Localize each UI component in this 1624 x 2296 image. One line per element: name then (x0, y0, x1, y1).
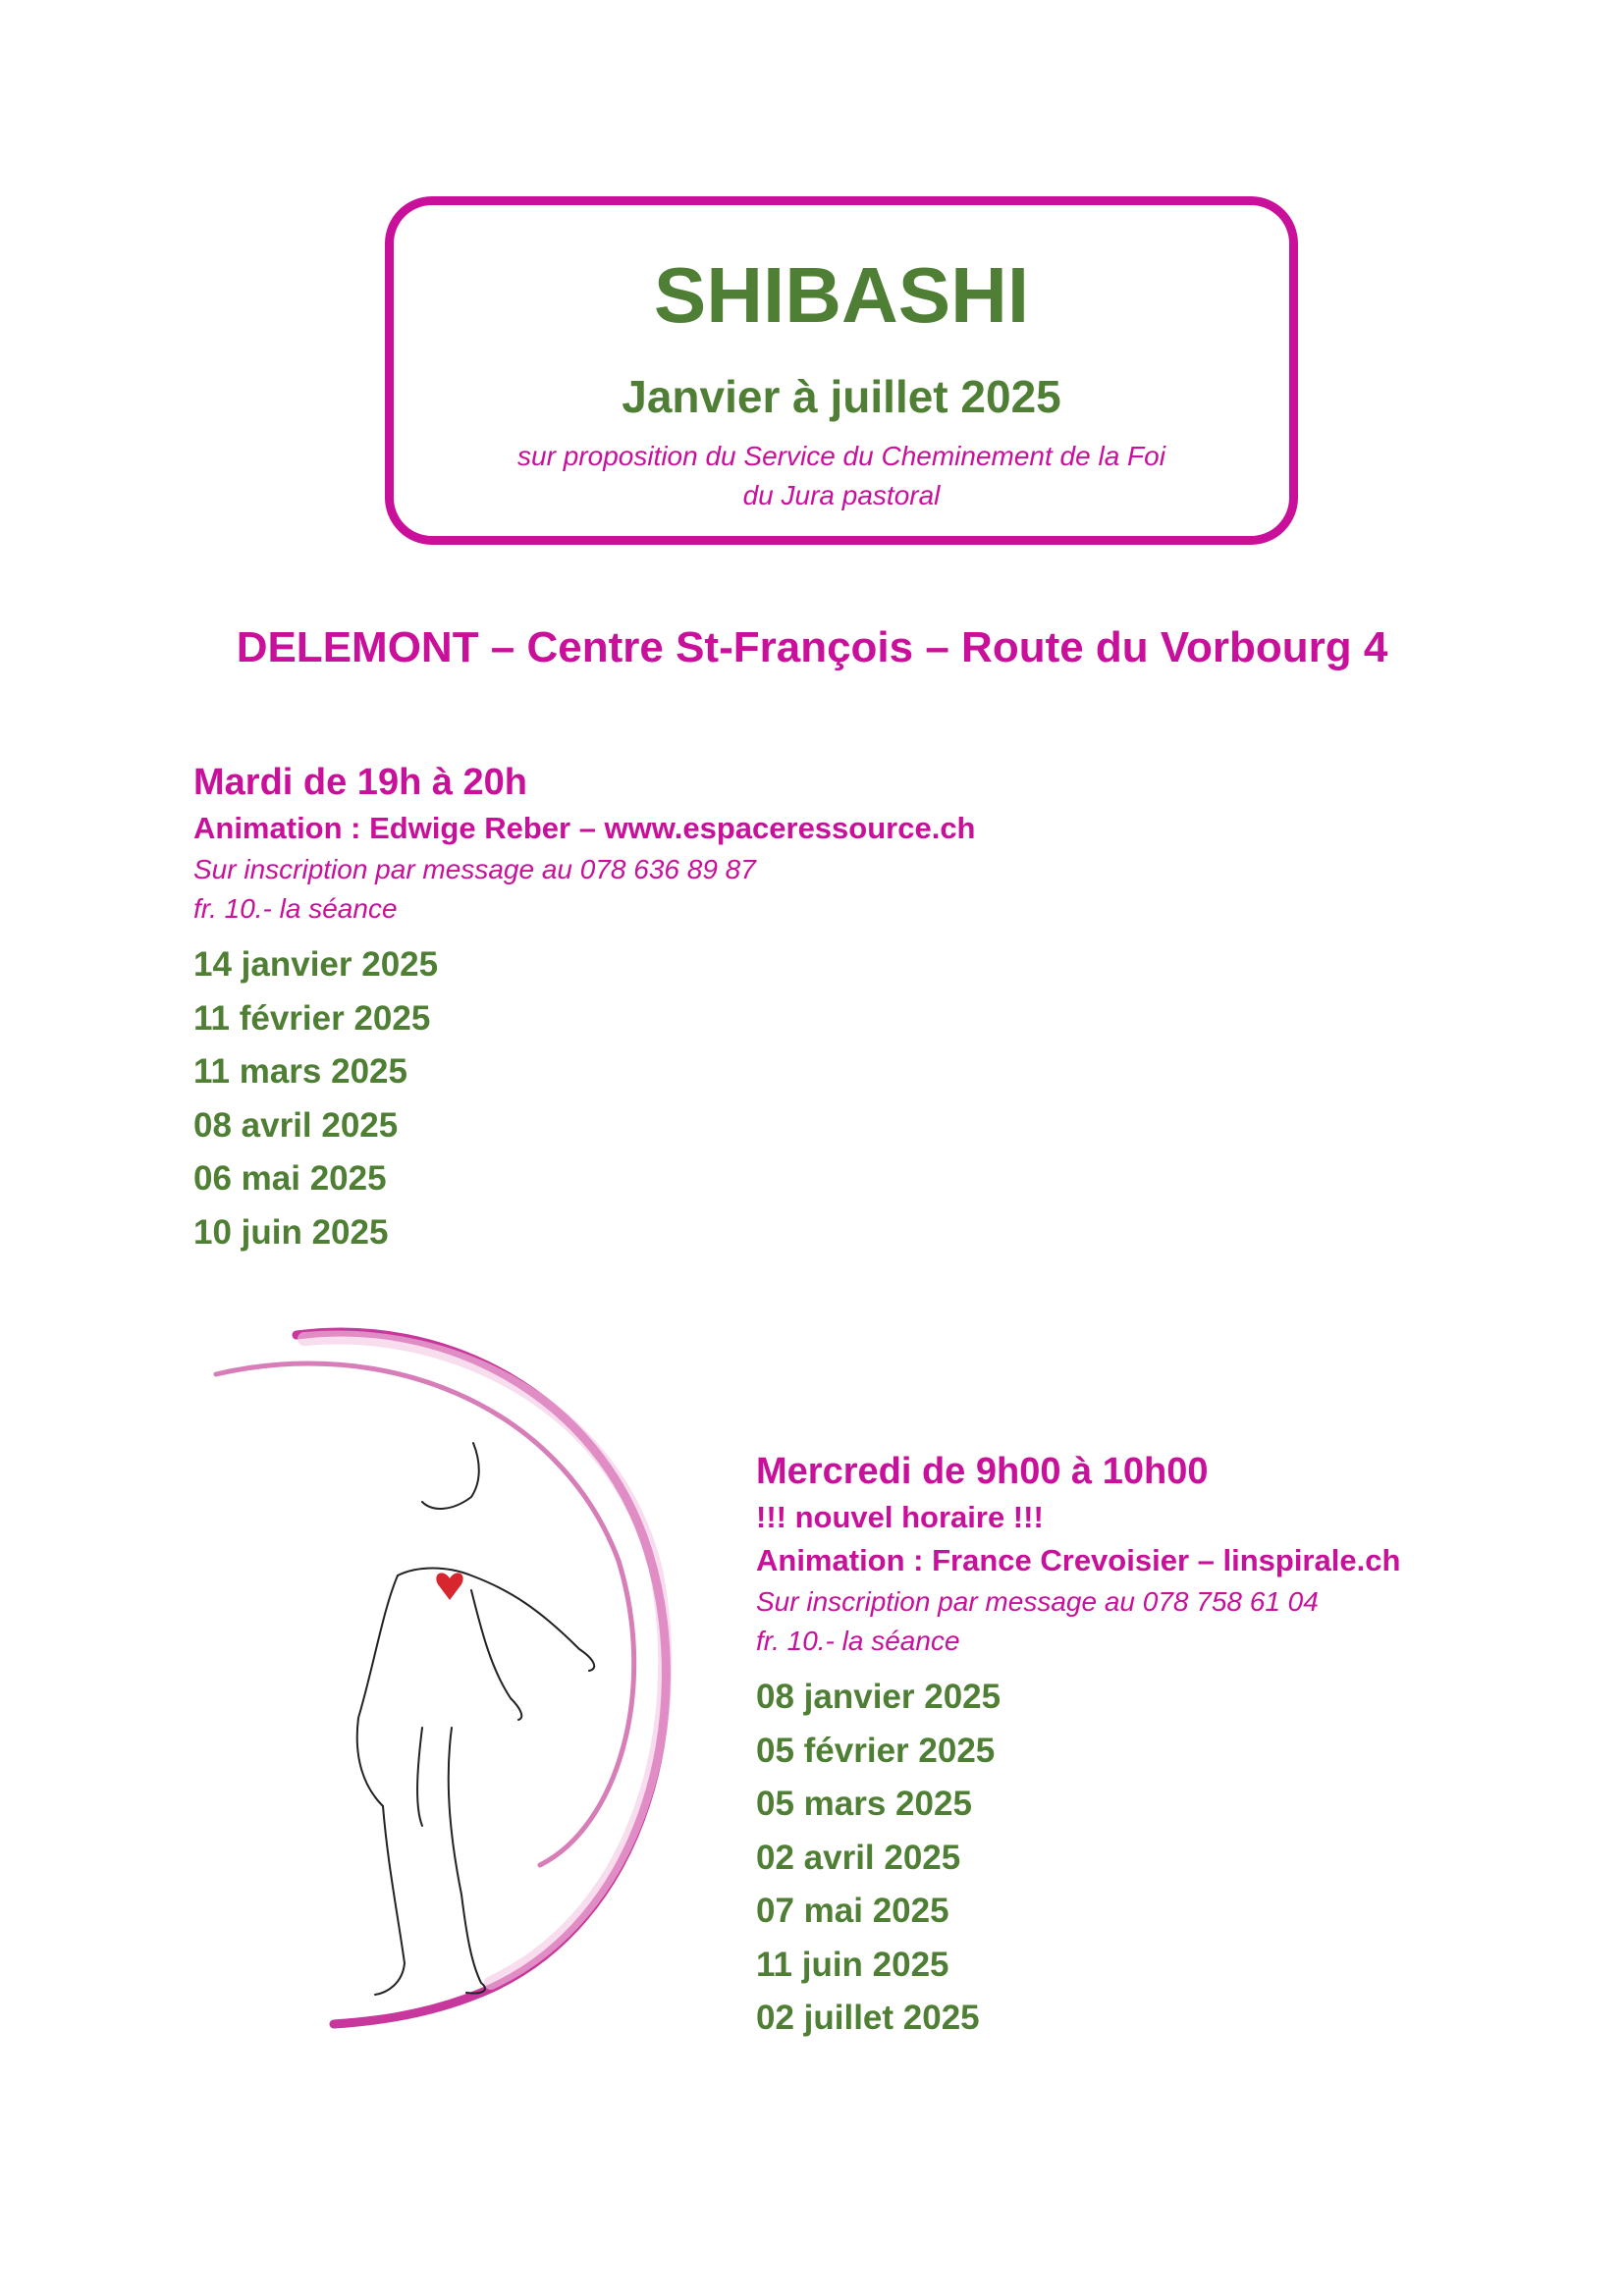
date-item: 14 janvier 2025 (193, 945, 439, 984)
page-title: SHIBASHI (653, 251, 1030, 339)
heart-icon (436, 1573, 462, 1600)
wednesday-heading: Mercredi de 9h00 à 10h00 (756, 1451, 1209, 1492)
date-item: 08 avril 2025 (193, 1105, 399, 1145)
wednesday-inscription: Sur inscription par message au 078 758 61 04 (756, 1586, 1319, 1617)
organizer-note-line-1: sur proposition du Service du Cheminement de la Foi (517, 441, 1165, 471)
tuesday-inscription: Sur inscription par message au 078 636 89 87 (193, 854, 756, 884)
date-item: 11 février 2025 (193, 998, 431, 1038)
swirl-outer-stroke (297, 1332, 666, 2024)
location-line: DELEMONT – Centre St-François – Route du Vorbourg 4 (236, 623, 1388, 671)
swirl-inner-stroke (216, 1363, 634, 1865)
tuesday-session (193, 758, 976, 1259)
tuesday-price: fr. 10.- la séance (193, 893, 398, 924)
date-item: 11 mars 2025 (193, 1052, 407, 1091)
title-box (385, 196, 1298, 545)
date-item: 05 mars 2025 (756, 1785, 972, 1823)
date-item: 05 février 2025 (756, 1731, 996, 1770)
dancer-illustration (187, 1315, 736, 2061)
figure-outline (357, 1443, 594, 1995)
date-item: 10 juin 2025 (193, 1212, 389, 1252)
wednesday-dates (756, 1671, 1400, 2046)
tuesday-dates (193, 938, 976, 1259)
tuesday-heading: Mardi de 19h à 20h (193, 762, 528, 803)
tuesday-animation: Animation : Edwige Reber – www.espaceressource.ch (193, 811, 976, 845)
date-item: 06 mai 2025 (193, 1159, 387, 1198)
wednesday-session (756, 1447, 1400, 2046)
date-item: 02 avril 2025 (756, 1838, 961, 1877)
wednesday-animation: Animation : France Crevoisier – linspirale.ch (756, 1543, 1401, 1577)
organizer-note-line-2: du Jura pastoral (742, 480, 941, 510)
wednesday-notice: !!! nouvel horaire !!! (756, 1500, 1044, 1534)
date-item: 08 janvier 2025 (756, 1678, 1001, 1716)
date-item: 11 juin 2025 (756, 1945, 949, 1984)
date-item: 02 juillet 2025 (756, 1999, 980, 2037)
wednesday-price: fr. 10.- la séance (756, 1626, 960, 1656)
date-item: 07 mai 2025 (756, 1892, 949, 1930)
period-subtitle: Janvier à juillet 2025 (622, 371, 1061, 422)
